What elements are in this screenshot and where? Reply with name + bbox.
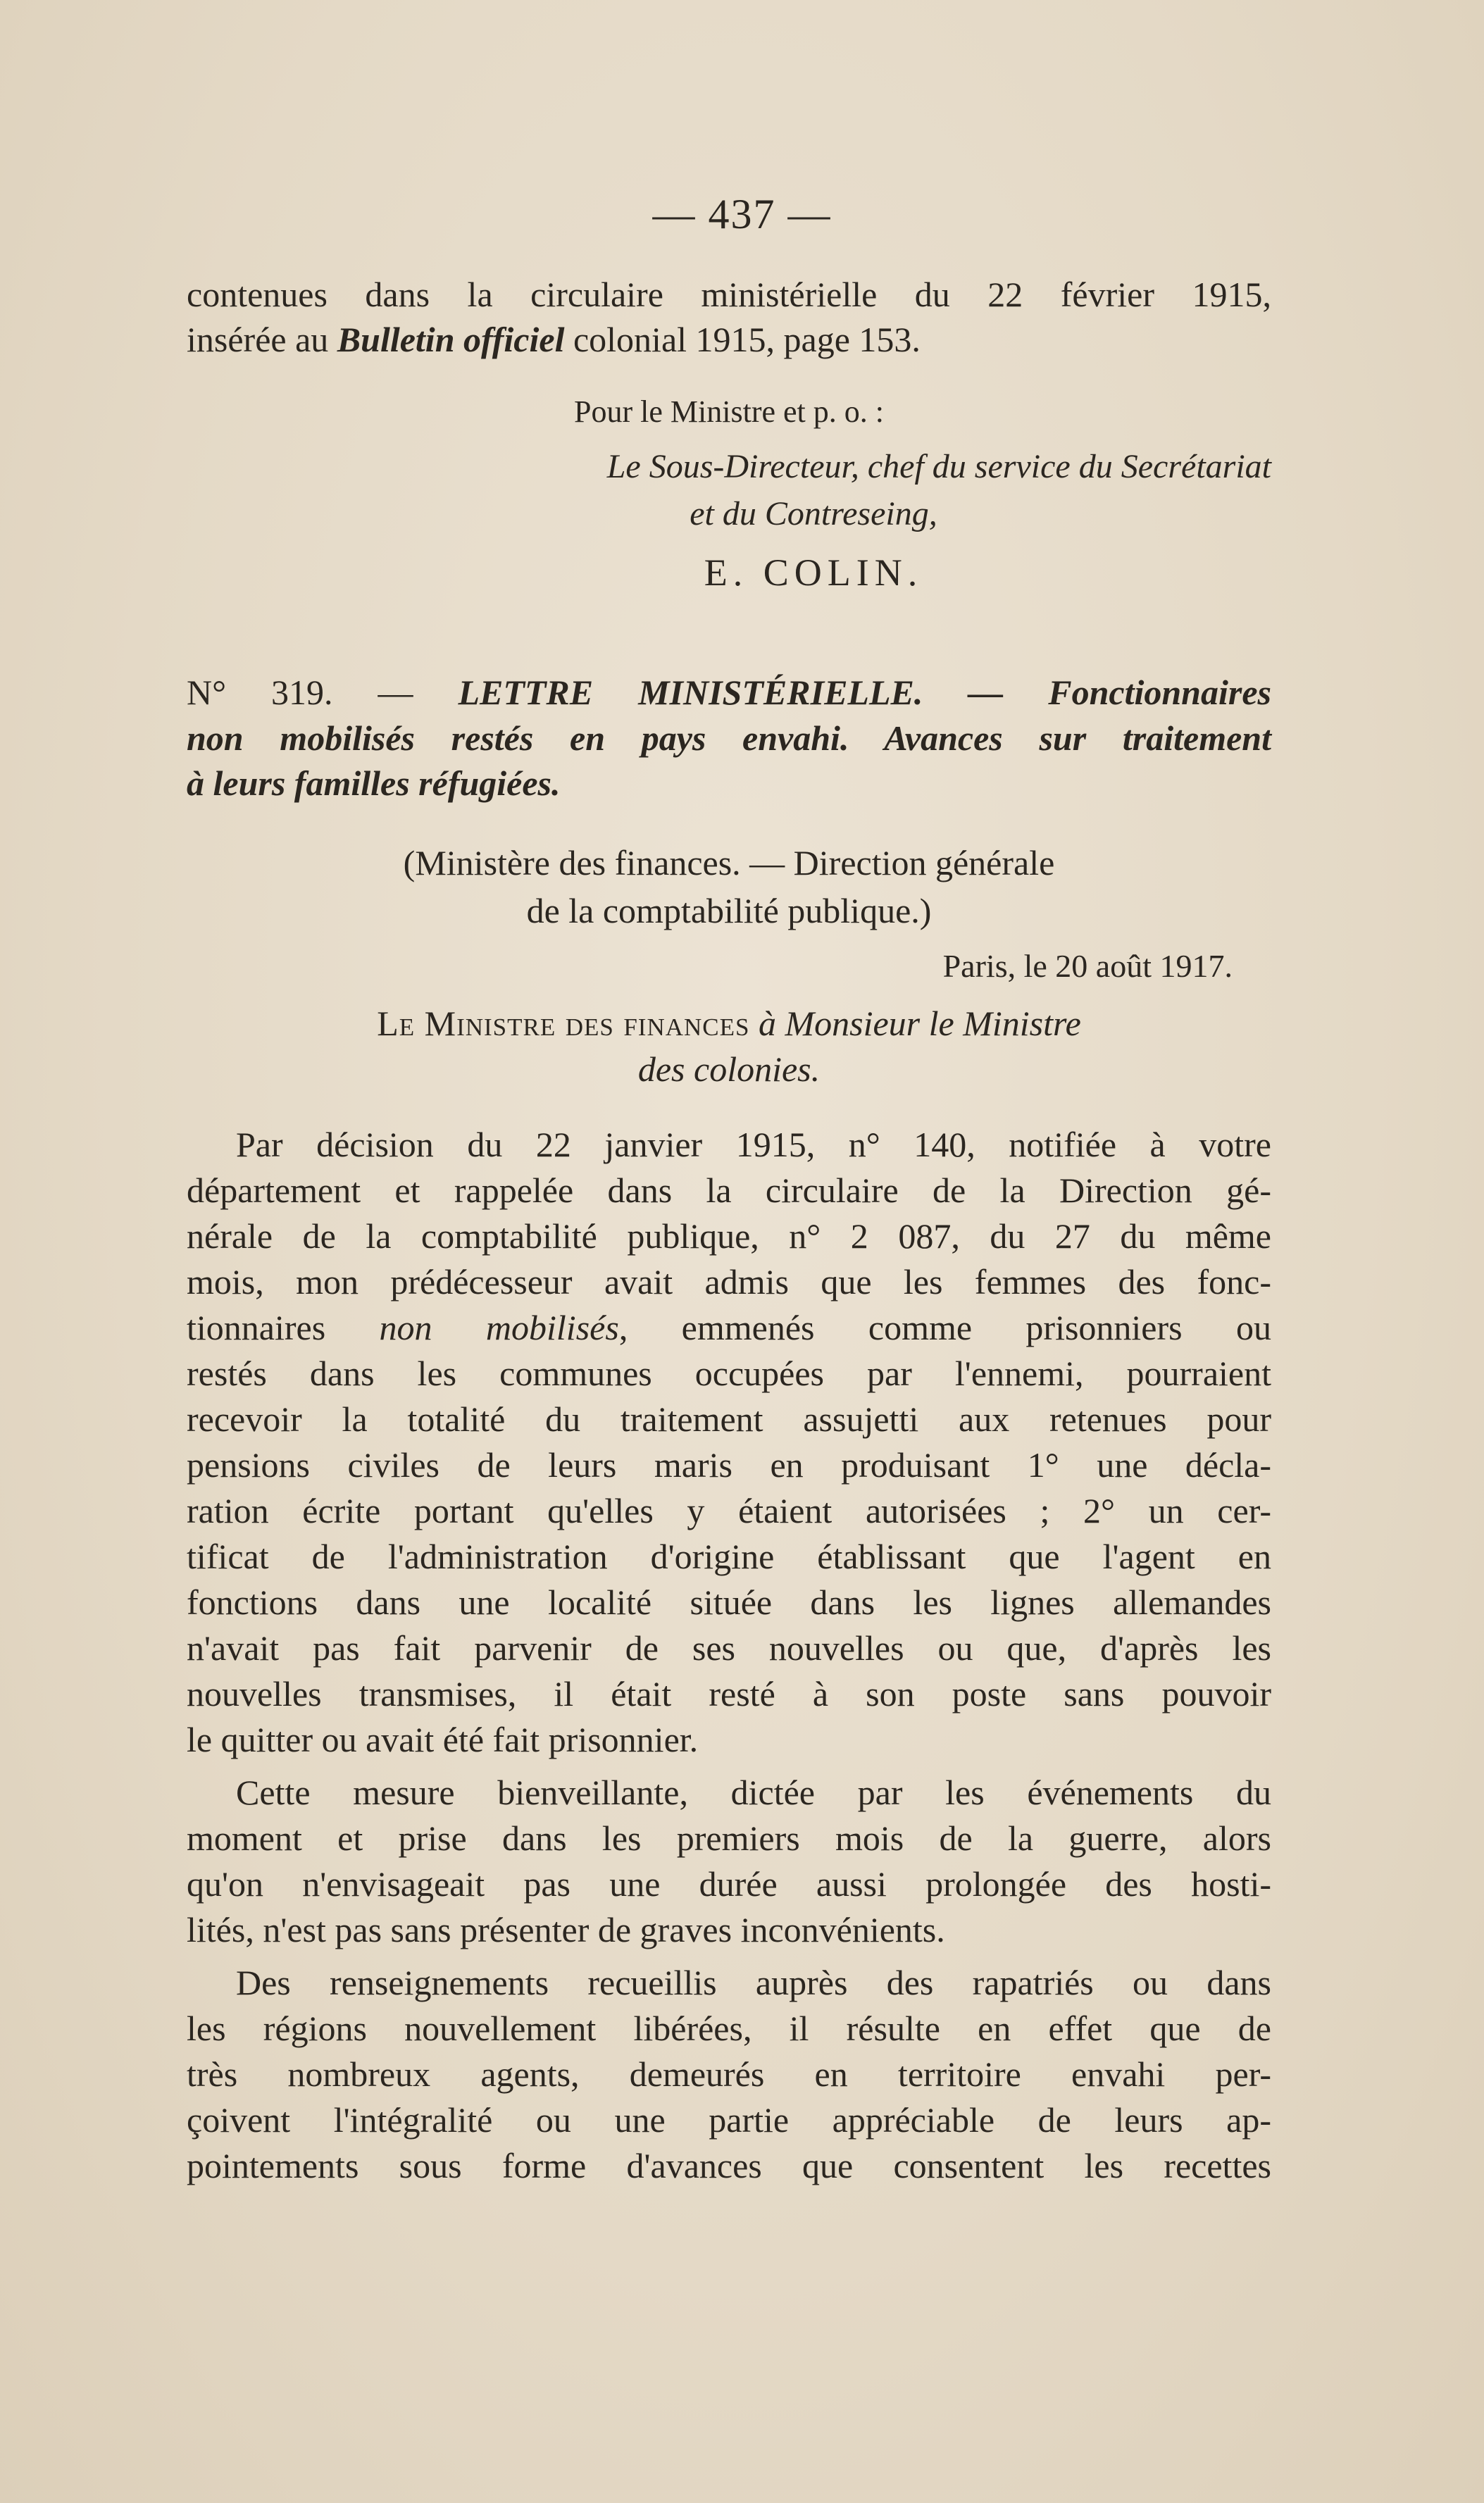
signatory-name: E. COLIN.	[704, 551, 923, 594]
signature-line-1: Pour le Ministre et p. o. :	[574, 394, 884, 429]
p2-line-1: Cette mesure bienveillante, dictée par les événements du	[236, 1773, 1271, 1812]
address-sender: Le Ministre des finances	[377, 1004, 750, 1043]
p1-line-14: le quitter ou avait été fait prisonnier.	[187, 1720, 699, 1759]
p1-line-9: ration écrite portant qu'elles y étaient autorisées ; 2° un cer-	[187, 1491, 1271, 1530]
p1-line-13: nouvelles transmises, il était resté à son poste sans pouvoir	[187, 1674, 1271, 1714]
p3-line-5: pointements sous forme d'avances que consentent les recettes	[187, 2146, 1271, 2185]
page-number: — 437 —	[652, 191, 832, 237]
p1-line-1: Par décision du 22 janvier 1915, n° 140, notifiée à votre	[236, 1125, 1271, 1164]
p1-line-3: nérale de la comptabilité publique, n° 2 087, du 27 du même	[187, 1216, 1271, 1256]
signature-line-2: Le Sous-Directeur, chef du service du Secrétariat	[606, 448, 1271, 485]
intro-line-1: contenues dans la circulaire ministérielle du 22 février 1915,	[187, 275, 1271, 314]
p1-line-7: recevoir la totalité du traitement assujetti aux retenues pour	[187, 1399, 1271, 1439]
entry-heading-line-2: non mobilisés restés en pays envahi. Avances sur traitement	[187, 718, 1271, 758]
bulletin-title: Bulletin officiel	[337, 320, 565, 359]
p1-line-6: restés dans les communes occupées par l'ennemi, pourraient	[187, 1354, 1271, 1393]
entry-title: LETTRE MINISTÉRIELLE. — Fonctionnaires	[458, 673, 1271, 712]
p2-line-4: lités, n'est pas sans présenter de graves inconvénients.	[187, 1910, 945, 1949]
origin-line-1: (Ministère des finances. — Direction générale	[403, 843, 1055, 882]
origin-line-2: de la comptabilité publique.)	[526, 891, 932, 930]
place-date: Paris, le 20 août 1917.	[942, 948, 1233, 984]
signature-line-3: et du Contreseing,	[690, 495, 937, 532]
p1-line-5-a: tionnaires	[187, 1308, 380, 1347]
intro-line-2-before: insérée au	[187, 320, 337, 359]
p1-line-5-italic: non mobilisés	[379, 1308, 619, 1347]
p1-line-4: mois, mon prédécesseur avait admis que les femmes des fonc-	[187, 1262, 1271, 1302]
intro-line-2-after: colonial 1915, page 153.	[564, 320, 921, 359]
p3-line-2: les régions nouvellement libérées, il résulte en effet que de	[187, 2009, 1271, 2048]
p2-line-3: qu'on n'envisageait pas une durée aussi prolongée des hosti-	[187, 1864, 1271, 1904]
p1-line-2: département et rappelée dans la circulaire de la Direction gé-	[187, 1171, 1271, 1210]
address-line-2: des colonies.	[637, 1049, 821, 1089]
p1-line-5	[187, 1306, 1271, 1349]
intro-line-2	[187, 318, 1271, 361]
entry-number: N° 319. —	[187, 673, 459, 712]
p1-line-10: tificat de l'administration d'origine établissant que l'agent en	[187, 1537, 1271, 1576]
p3-line-1: Des renseignements recueillis auprès des rapatriés ou dans	[236, 1963, 1271, 2002]
p1-line-12: n'avait pas fait parvenir de ses nouvelles ou que, d'après les	[187, 1628, 1271, 1668]
entry-heading-line-3: à leurs familles réfugiées.	[187, 763, 561, 803]
entry-heading-line-1	[187, 671, 1271, 713]
p3-line-3: très nombreux agents, demeurés en territoire envahi per-	[187, 2054, 1271, 2094]
address-line-1	[187, 1002, 1271, 1044]
p1-line-5-b: , emmenés comme prisonniers ou	[618, 1308, 1271, 1347]
p1-line-8: pensions civiles de leurs maris en produisant 1° une décla-	[187, 1445, 1271, 1485]
p2-line-2: moment et prise dans les premiers mois de la guerre, alors	[187, 1818, 1271, 1858]
p3-line-4: çoivent l'intégralité ou une partie appréciable de leurs ap-	[187, 2100, 1271, 2140]
address-recipient: à Monsieur le Ministre	[749, 1004, 1081, 1043]
p1-line-11: fonctions dans une localité située dans les lignes allemandes	[187, 1583, 1271, 1622]
